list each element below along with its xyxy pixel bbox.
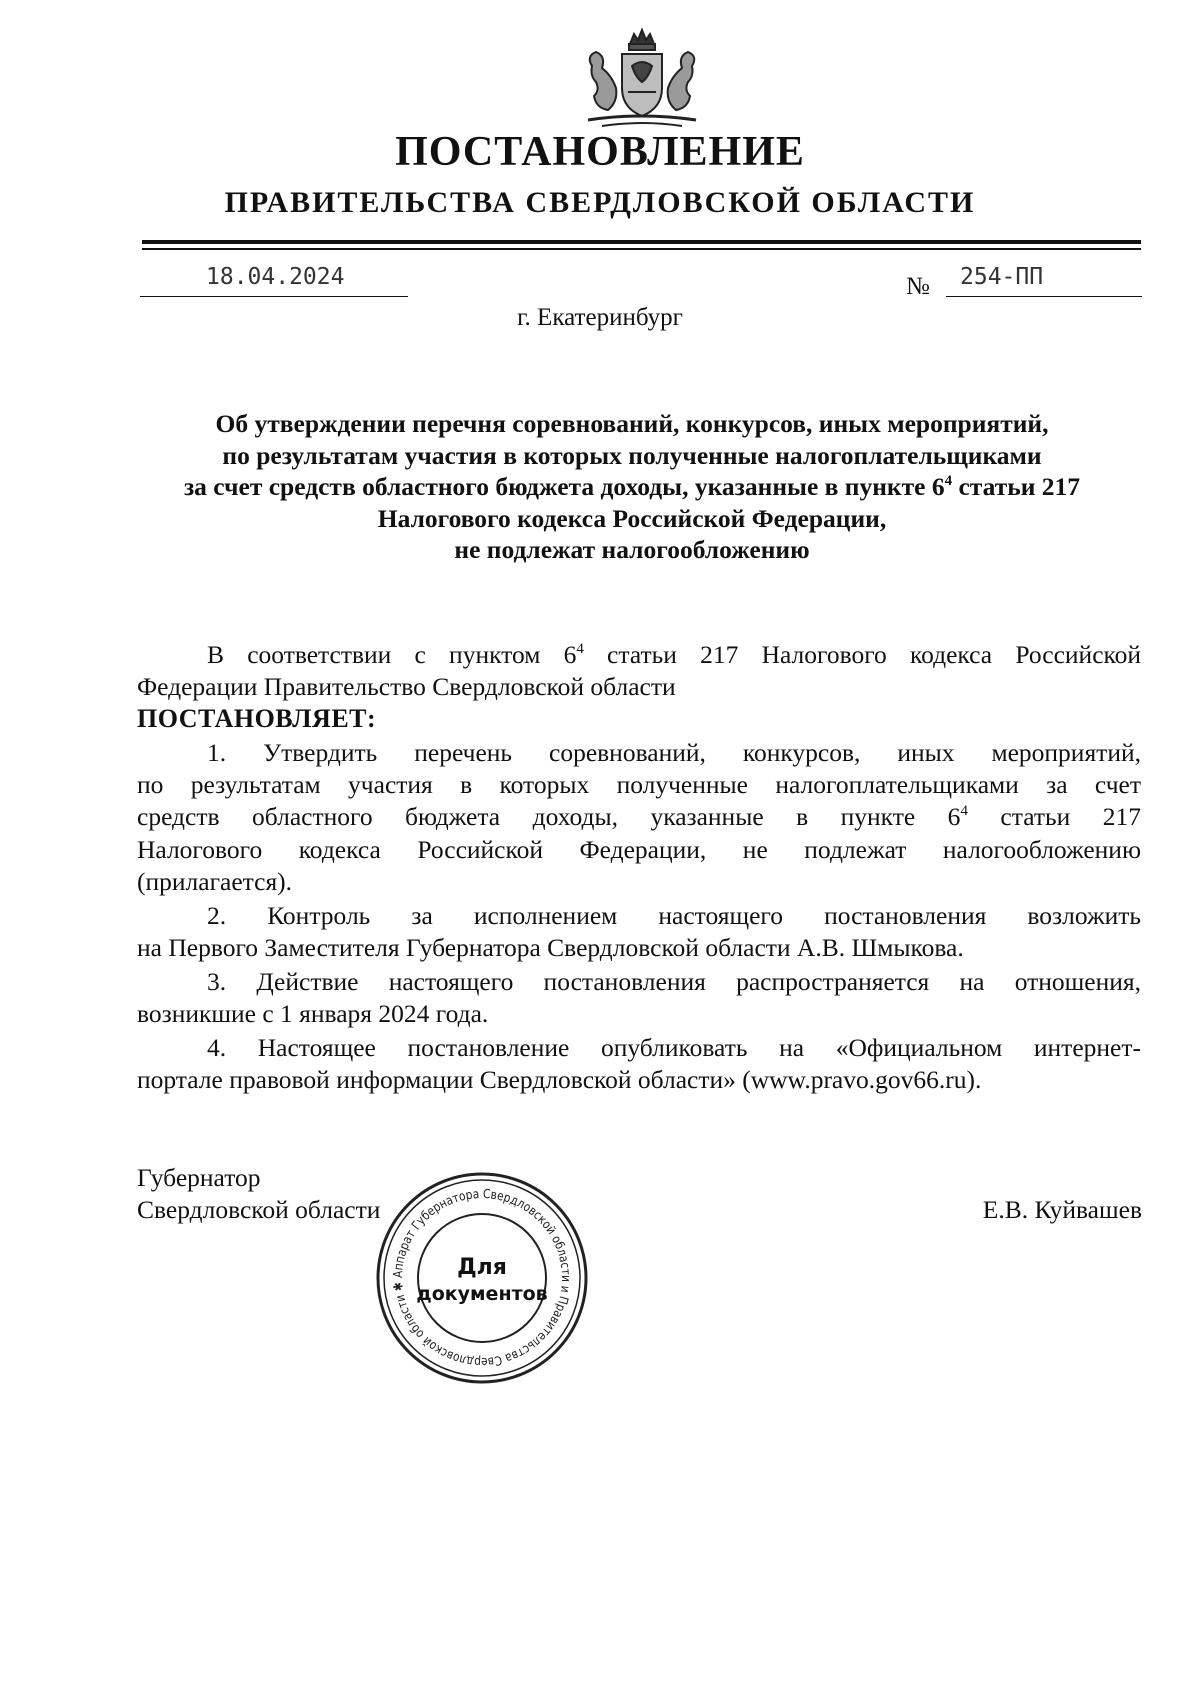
title-line: Налогового кодекса Российской Федерации,	[377, 503, 887, 533]
official-seal-stamp	[372, 1168, 592, 1388]
paragraph-line: (прилагается).	[137, 866, 293, 896]
signatory-name: Е.В. Куйвашев	[982, 1195, 1142, 1224]
date-underline	[140, 296, 408, 297]
text-run: В соответствии с пунктом 6	[207, 640, 577, 669]
preamble-paragraph	[137, 639, 1141, 703]
paragraph-line: 3. Действие настоящего постановления распространяется на отношения,	[207, 967, 1141, 996]
paragraph-line	[137, 639, 1141, 671]
issuer-heading: ПРАВИТЕЛЬСТВА СВЕРДЛОВСКОЙ ОБЛАСТИ	[224, 186, 976, 219]
decree-word: ПОСТАНОВЛЯЕТ:	[137, 704, 377, 733]
text-run: статьи 217 Налогового кодекса Российской	[583, 640, 1141, 669]
superscript: 4	[944, 473, 953, 489]
seal-center-text: документов	[416, 1283, 548, 1305]
paragraph-line: 4. Настоящее постановление опубликовать на «Официальном интернет-	[207, 1033, 1141, 1062]
paragraph-line: на Первого Заместителя Губернатора Свердловской области А.В. Шмыкова.	[137, 933, 964, 963]
seal-ring-text: Аппарат Губернатора Свердловской области и Правительства Свердловской области ✱	[389, 1185, 575, 1371]
document-type-heading: ПОСТАНОВЛЕНИЕ	[395, 129, 805, 175]
number-underline	[946, 296, 1142, 297]
signatory-title: Губернатор	[137, 1163, 261, 1192]
title-line: по результатам участия в которых полученные налогоплательщиками	[222, 440, 1042, 470]
coat-of-arms-emblem	[572, 26, 712, 134]
paragraph-line: Налогового кодекса Российской Федерации, не подлежат налогообложению	[137, 834, 1141, 864]
header-divider-thick	[142, 240, 1141, 244]
paragraph-line: по результатам участия в которых полученные налогоплательщиками за счет	[137, 770, 1141, 800]
title-line: Об утверждении перечня соревнований, конкурсов, иных мероприятий,	[215, 409, 1049, 438]
superscript: 4	[960, 803, 968, 820]
paragraph-line	[137, 801, 1141, 833]
text-run: средств областного бюджета доходы, указанные в пункте 6	[137, 802, 961, 832]
number-sign: №	[906, 273, 930, 300]
paragraph-line: 2. Контроль за исполнением настоящего постановления возложить	[207, 901, 1141, 930]
superscript: 4	[576, 641, 584, 657]
text-run: статьи 217	[967, 802, 1141, 832]
document-number: 254-ПП	[960, 264, 1044, 290]
title-text: статьи 217	[952, 472, 1081, 501]
header-divider-thin	[142, 248, 1141, 250]
title-text: за счет средств областного бюджета доходы, указанные в пункте 6	[183, 472, 945, 501]
decree-item-1	[137, 737, 1141, 898]
paragraph-line: возникшие с 1 января 2024 года.	[137, 999, 489, 1029]
document-title	[112, 408, 1152, 566]
city-label: г. Екатеринбург	[517, 304, 683, 331]
paragraph-line: портале правовой информации Свердловской области» (www.pravo.gov66.ru).	[137, 1065, 982, 1095]
document-date: 18.04.2024	[206, 264, 345, 290]
seal-center-text: Для	[457, 1255, 507, 1280]
title-line: не подлежат налогообложению	[454, 535, 810, 564]
title-line	[112, 471, 1152, 503]
decree-item-2	[137, 900, 1141, 964]
decree-item-3	[137, 966, 1141, 1030]
paragraph-line: Федерации Правительство Свердловской области	[137, 672, 676, 702]
paragraph-line: 1. Утвердить перечень соревнований, конкурсов, иных мероприятий,	[207, 738, 1141, 767]
decree-item-4	[137, 1032, 1141, 1096]
signatory-title: Свердловской области	[137, 1195, 381, 1224]
